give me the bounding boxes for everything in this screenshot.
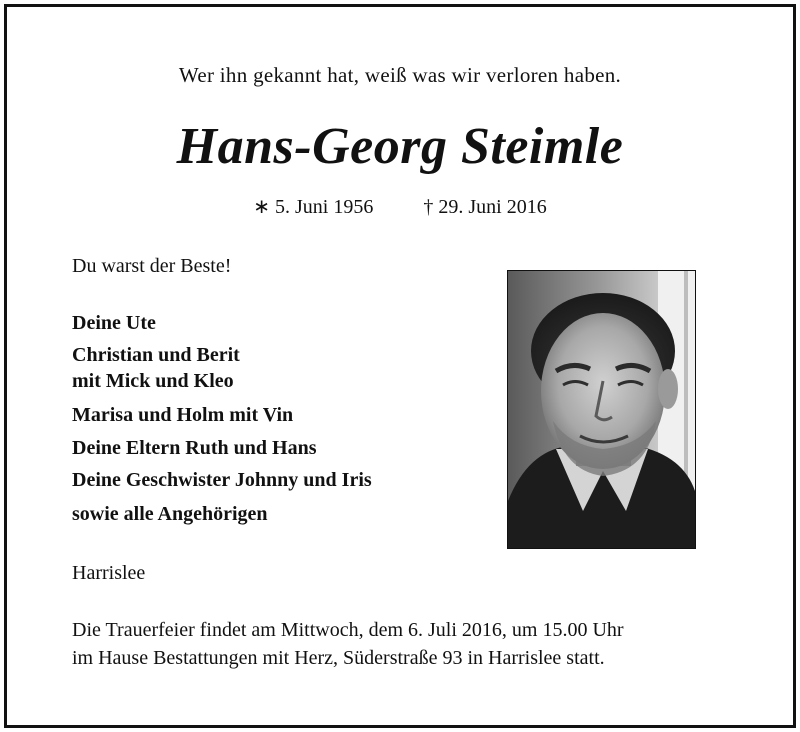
deceased-name: Hans-Georg Steimle — [176, 118, 624, 175]
life-dates — [0, 194, 800, 219]
mourner-line: mit Mick und Kleo — [72, 370, 234, 392]
funeral-info-line-2: im Hause Bestattungen mit Herz, Süderstraße 93 in Harrislee statt. — [72, 647, 605, 669]
death-date: † 29. Juni 2016 — [423, 196, 547, 218]
motto: Wer ihn gekannt hat, weiß was wir verloren haben. — [178, 63, 622, 87]
portrait-photo — [507, 270, 696, 549]
birth-date: ∗ 5. Juni 1956 — [253, 196, 374, 218]
mourner-line: Deine Geschwister Johnny und Iris — [72, 469, 372, 491]
farewell-line: Du warst der Beste! — [72, 255, 232, 277]
mourner-line: Deine Ute — [72, 312, 156, 334]
place: Harrislee — [72, 562, 146, 584]
mourner-line: Marisa und Holm mit Vin — [72, 404, 294, 426]
mourner-line: Deine Eltern Ruth und Hans — [72, 437, 317, 459]
mourner-line: sowie alle Angehörigen — [72, 503, 268, 525]
funeral-info-line-1: Die Trauerfeier findet am Mittwoch, dem 6. Juli 2016, um 15.00 Uhr — [72, 619, 624, 641]
mourner-line: Christian und Berit — [72, 344, 240, 366]
